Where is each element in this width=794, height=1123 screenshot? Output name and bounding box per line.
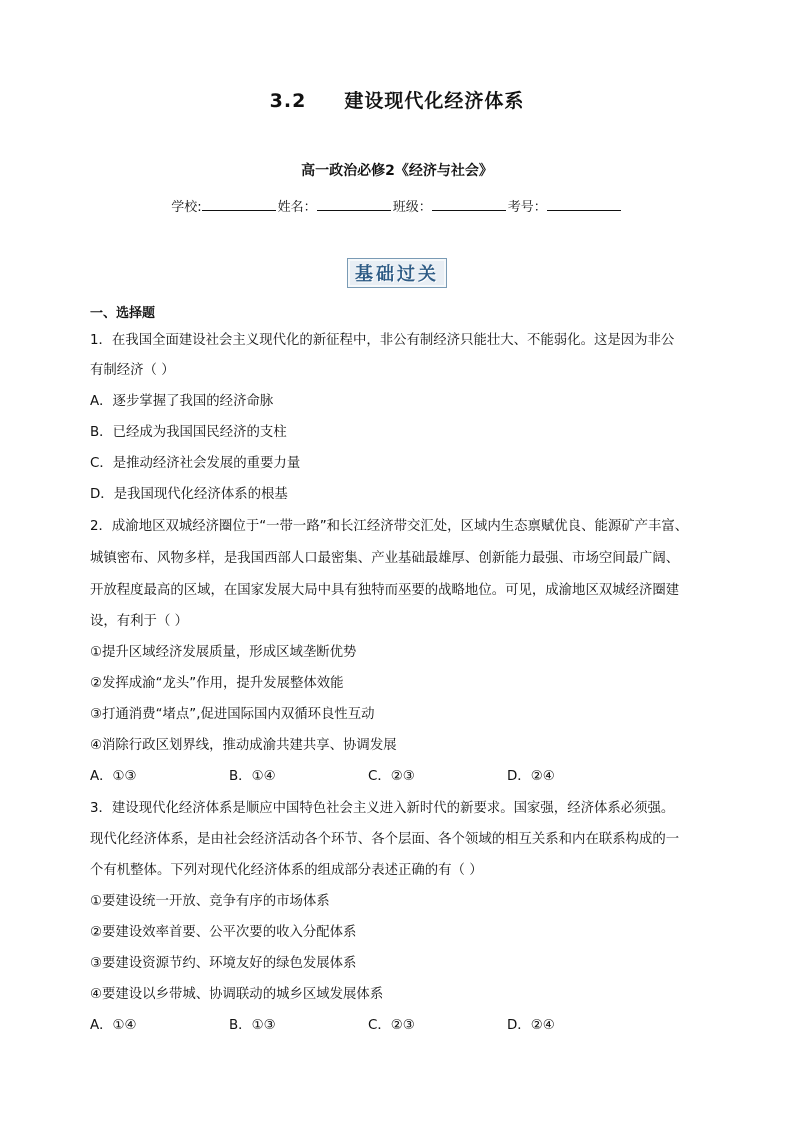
class-label: 班级： bbox=[392, 200, 432, 215]
q1-stem-line-2: 有制经济（ ） bbox=[90, 363, 175, 378]
q3-item-4: ④要建设以乡带城、协调联动的城乡区域发展体系 bbox=[90, 987, 384, 1002]
q1-option-a: A．逐步掌握了我国的经济命脉 bbox=[90, 394, 274, 409]
course-subtitle: 高一政治必修2《经济与社会》 bbox=[301, 163, 493, 179]
name-label: 姓名： bbox=[277, 200, 317, 215]
q3-stem-line-3: 个有机整体。下列对现代化经济体系的组成部分表述正确的有（ ） bbox=[90, 863, 483, 878]
q2-stem-line-3: 开放程度最高的区域，在国家发展大局中具有独特而巫要的战略地位。可见，成渝地区双城经济圈建 bbox=[90, 583, 680, 598]
school-blank[interactable] bbox=[202, 196, 276, 211]
q2-stem-line-2: 城镇密布、风物多样，是我国西部人口最密集、产业基础最雄厚、创新能力最强、市场空间最广阔、 bbox=[90, 551, 680, 566]
section-heading: 一、选择题 bbox=[90, 306, 156, 321]
q2-item-4: ④消除行政区划界线，推动成渝共建共享、协调发展 bbox=[90, 738, 397, 753]
q1-option-c: C．是推动经济社会发展的重要力量 bbox=[90, 456, 301, 471]
q2-stem-line-1: 2．成渝地区双城经济圈位于“一带一路”和长江经济带交汇处，区域内生态禀赋优良、能源矿产丰富、 bbox=[90, 519, 689, 534]
q3-item-2: ②要建设效率首要、公平次要的收入分配体系 bbox=[90, 925, 357, 940]
exam-number-blank[interactable] bbox=[547, 196, 621, 211]
class-blank[interactable] bbox=[432, 196, 506, 211]
q1-option-d: D．是我国现代化经济体系的根基 bbox=[90, 487, 288, 502]
q2-option-b: B．①④ bbox=[229, 769, 276, 784]
q3-option-c: C．②③ bbox=[368, 1018, 415, 1033]
q3-options bbox=[90, 1017, 710, 1035]
q2-option-a: A．①③ bbox=[90, 769, 137, 784]
q1-stem-line-1: 1．在我国全面建设社会主义现代化的新征程中，非公有制经济只能壮大、不能弱化。这是因为非公 bbox=[90, 333, 675, 348]
q3-stem-line-1: 3．建设现代化经济体系是顺应中国特色社会主义进入新时代的新要求。国家强，经济体系必须强。 bbox=[90, 801, 675, 816]
basics-badge: 基础过关 bbox=[347, 258, 447, 288]
school-label: 学校: bbox=[171, 200, 202, 215]
q3-option-d: D．②④ bbox=[507, 1018, 555, 1033]
q1-option-b: B．已经成为我国国民经济的支柱 bbox=[90, 425, 287, 440]
student-info-line bbox=[0, 196, 794, 215]
q2-option-d: D．②④ bbox=[507, 769, 555, 784]
q3-item-1: ①要建设统一开放、竞争有序的市场体系 bbox=[90, 894, 330, 909]
lesson-title: 建设现代化经济体系 bbox=[344, 90, 525, 112]
q2-option-c: C．②③ bbox=[368, 769, 415, 784]
page-title bbox=[0, 86, 794, 113]
q3-stem-line-2: 现代化经济体系，是由社会经济活动各个环节、各个层面、各个领域的相互关系和内在联系构成的一 bbox=[90, 832, 680, 847]
q2-item-3: ③打通消费“堵点”,促进国际国内双循环良性互动 bbox=[90, 707, 375, 722]
q3-item-3: ③要建设资源节约、环境友好的绿色发展体系 bbox=[90, 956, 357, 971]
q3-option-a: A．①④ bbox=[90, 1018, 137, 1033]
exam-number-label: 考号： bbox=[507, 200, 547, 215]
q3-option-b: B．①③ bbox=[229, 1018, 276, 1033]
q2-options bbox=[90, 768, 710, 786]
q2-item-1: ①提升区域经济发展质量，形成区域垄断优势 bbox=[90, 645, 357, 660]
q2-item-2: ②发挥成渝“龙头”作用，提升发展整体效能 bbox=[90, 676, 344, 691]
name-blank[interactable] bbox=[317, 196, 391, 211]
lesson-number: 3.2 bbox=[269, 90, 307, 112]
q2-stem-line-4: 设，有利于（ ） bbox=[90, 614, 188, 629]
